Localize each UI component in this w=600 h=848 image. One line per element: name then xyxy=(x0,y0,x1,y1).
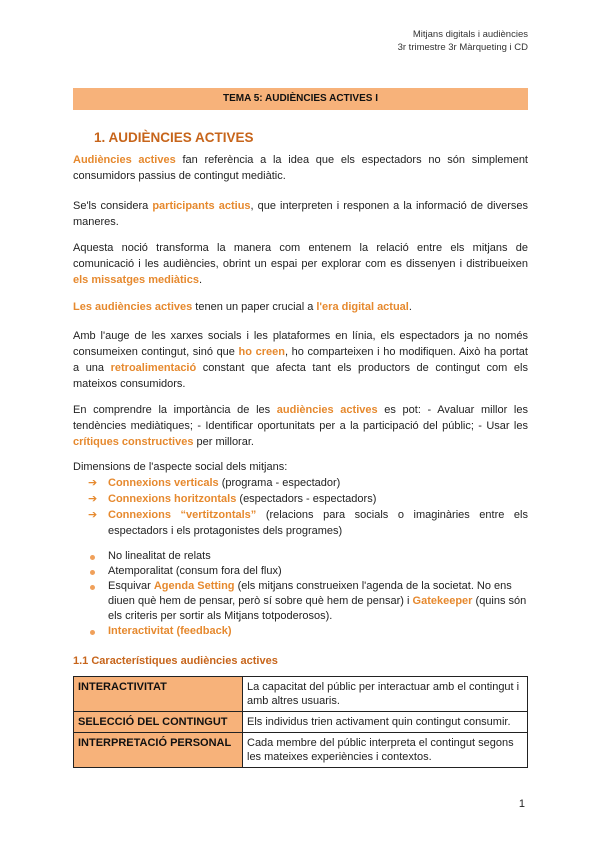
table-row xyxy=(74,677,528,712)
text: Aquesta noció transforma la manera com entenem la relació entre els mitjans de comunicació i les audiències, obrint un espai per explorar com es dissenyen i distribueixen xyxy=(73,242,528,270)
highlight: participants actius xyxy=(152,200,251,212)
text: (els mitjans construeixen l'agenda de la societat. No ens diuen què hem de pensar, però sí sobre què hem de pensar) i xyxy=(108,580,512,607)
highlight: Connexions “vertitzontals” xyxy=(108,509,257,521)
list-item xyxy=(88,549,528,564)
text: , ho comparteixen i ho modifiquen. Això ha portat a una xyxy=(73,346,528,374)
highlight: ho creen xyxy=(238,346,285,358)
characteristics-table xyxy=(73,676,528,768)
page-header xyxy=(398,28,528,54)
list-item xyxy=(88,475,528,491)
table-value: La capacitat del públic per interactuar amb el contingut i amb altres usuaris. xyxy=(243,677,528,712)
table-row xyxy=(74,733,528,768)
text: . xyxy=(408,301,412,313)
paragraph-6 xyxy=(73,402,528,450)
header-course: Mitjans digitals i audiències xyxy=(412,29,528,40)
highlight: Les audiències actives xyxy=(73,301,193,313)
table-value: Cada membre del públic interpreta el contingut segons les mateixes experiències i contextos. xyxy=(243,733,528,768)
highlight: Audiències actives xyxy=(73,154,176,166)
list-item xyxy=(88,564,528,579)
paragraph-3 xyxy=(73,240,528,288)
paragraph-5 xyxy=(73,328,528,392)
features-list xyxy=(88,549,528,639)
list-item xyxy=(88,507,528,539)
text: (programa - espectador) xyxy=(218,477,341,489)
table-key: INTERACTIVITAT xyxy=(74,677,243,712)
table-key: INTERPRETACIÓ PERSONAL xyxy=(74,733,243,768)
text: No linealitat de relats xyxy=(108,550,211,562)
list-item xyxy=(88,491,528,507)
bullet-icon xyxy=(90,630,95,635)
text: es pot: - Avaluar millor les tendències mediàtiques; - Identificar oportunitats per a la participació del públic; - Usar les xyxy=(73,404,528,432)
highlight: l'era digital actual xyxy=(316,301,409,313)
highlight: Connexions horitzontals xyxy=(108,493,237,505)
arrow-icon: ➔ xyxy=(88,509,98,521)
bullet-icon xyxy=(90,570,95,575)
section-title: 1. AUDIÈNCIES ACTIVES xyxy=(94,130,254,145)
text: (quins són els criteris per sortir als Mitjans totpoderosos). xyxy=(108,595,527,622)
list-item xyxy=(88,624,528,639)
text: . xyxy=(198,274,203,286)
page-number: 1 xyxy=(518,798,525,810)
text: fan referència a la idea que els espectadors no són simplement consumidors passius de contingut mediàtic. xyxy=(73,154,528,182)
highlight: audiències actives xyxy=(276,404,378,416)
highlight: Agenda Setting xyxy=(153,580,235,592)
paragraph-1 xyxy=(73,152,528,184)
subsection-title: 1.1 Característiques audiències actives xyxy=(73,655,278,667)
table-value: Els individus trien activament quin contingut consumir. xyxy=(243,712,528,733)
text: Atemporalitat (consum fora del flux) xyxy=(108,565,282,577)
text: Se'ls considera xyxy=(73,200,153,212)
header-term: 3r trimestre 3r Màrqueting i CD xyxy=(397,42,528,53)
highlight: crítiques constructives xyxy=(73,436,194,448)
bullet-icon xyxy=(90,555,95,560)
paragraph-4 xyxy=(73,299,528,315)
topic-banner: TEMA 5: AUDIÈNCIES ACTIVES I xyxy=(73,88,528,110)
table-key: SELECCIÓ DEL CONTINGUT xyxy=(74,712,243,733)
text: tenen un paper crucial a xyxy=(192,301,317,313)
text: En comprendre la importància de les xyxy=(73,404,277,416)
table-row xyxy=(74,712,528,733)
highlight: Gatekeeper xyxy=(412,595,473,607)
list-item xyxy=(88,579,528,624)
highlight: els missatges mediàtics xyxy=(73,274,199,286)
arrow-icon: ➔ xyxy=(88,477,98,489)
paragraph-2 xyxy=(73,198,528,230)
text: , que interpreten i responen a la informació de diverses maneres. xyxy=(73,200,528,228)
bullet-icon xyxy=(90,585,95,590)
highlight: Interactivitat (feedback) xyxy=(108,625,232,637)
dimensions-list xyxy=(88,475,528,539)
highlight: Connexions verticals xyxy=(108,477,219,489)
text: per millorar. xyxy=(193,436,254,448)
arrow-icon: ➔ xyxy=(88,493,98,505)
text: (relacions para socials o imaginàries entre els espectadors i els protagonistes dels programes) xyxy=(108,509,528,537)
text: Esquivar xyxy=(108,580,154,592)
text: constant que afecta tant els productors de contingut com els mateixos consumidors. xyxy=(73,362,528,390)
text: Amb l'auge de les xarxes socials i les plataformes en línia, els espectadors ja no només consumeixen contingut, sinó que xyxy=(73,330,528,358)
dimensions-intro: Dimensions de l'aspecte social dels mitjans: xyxy=(73,461,288,473)
text: (espectadors - espectadors) xyxy=(236,493,377,505)
highlight: retroalimentació xyxy=(110,362,197,374)
